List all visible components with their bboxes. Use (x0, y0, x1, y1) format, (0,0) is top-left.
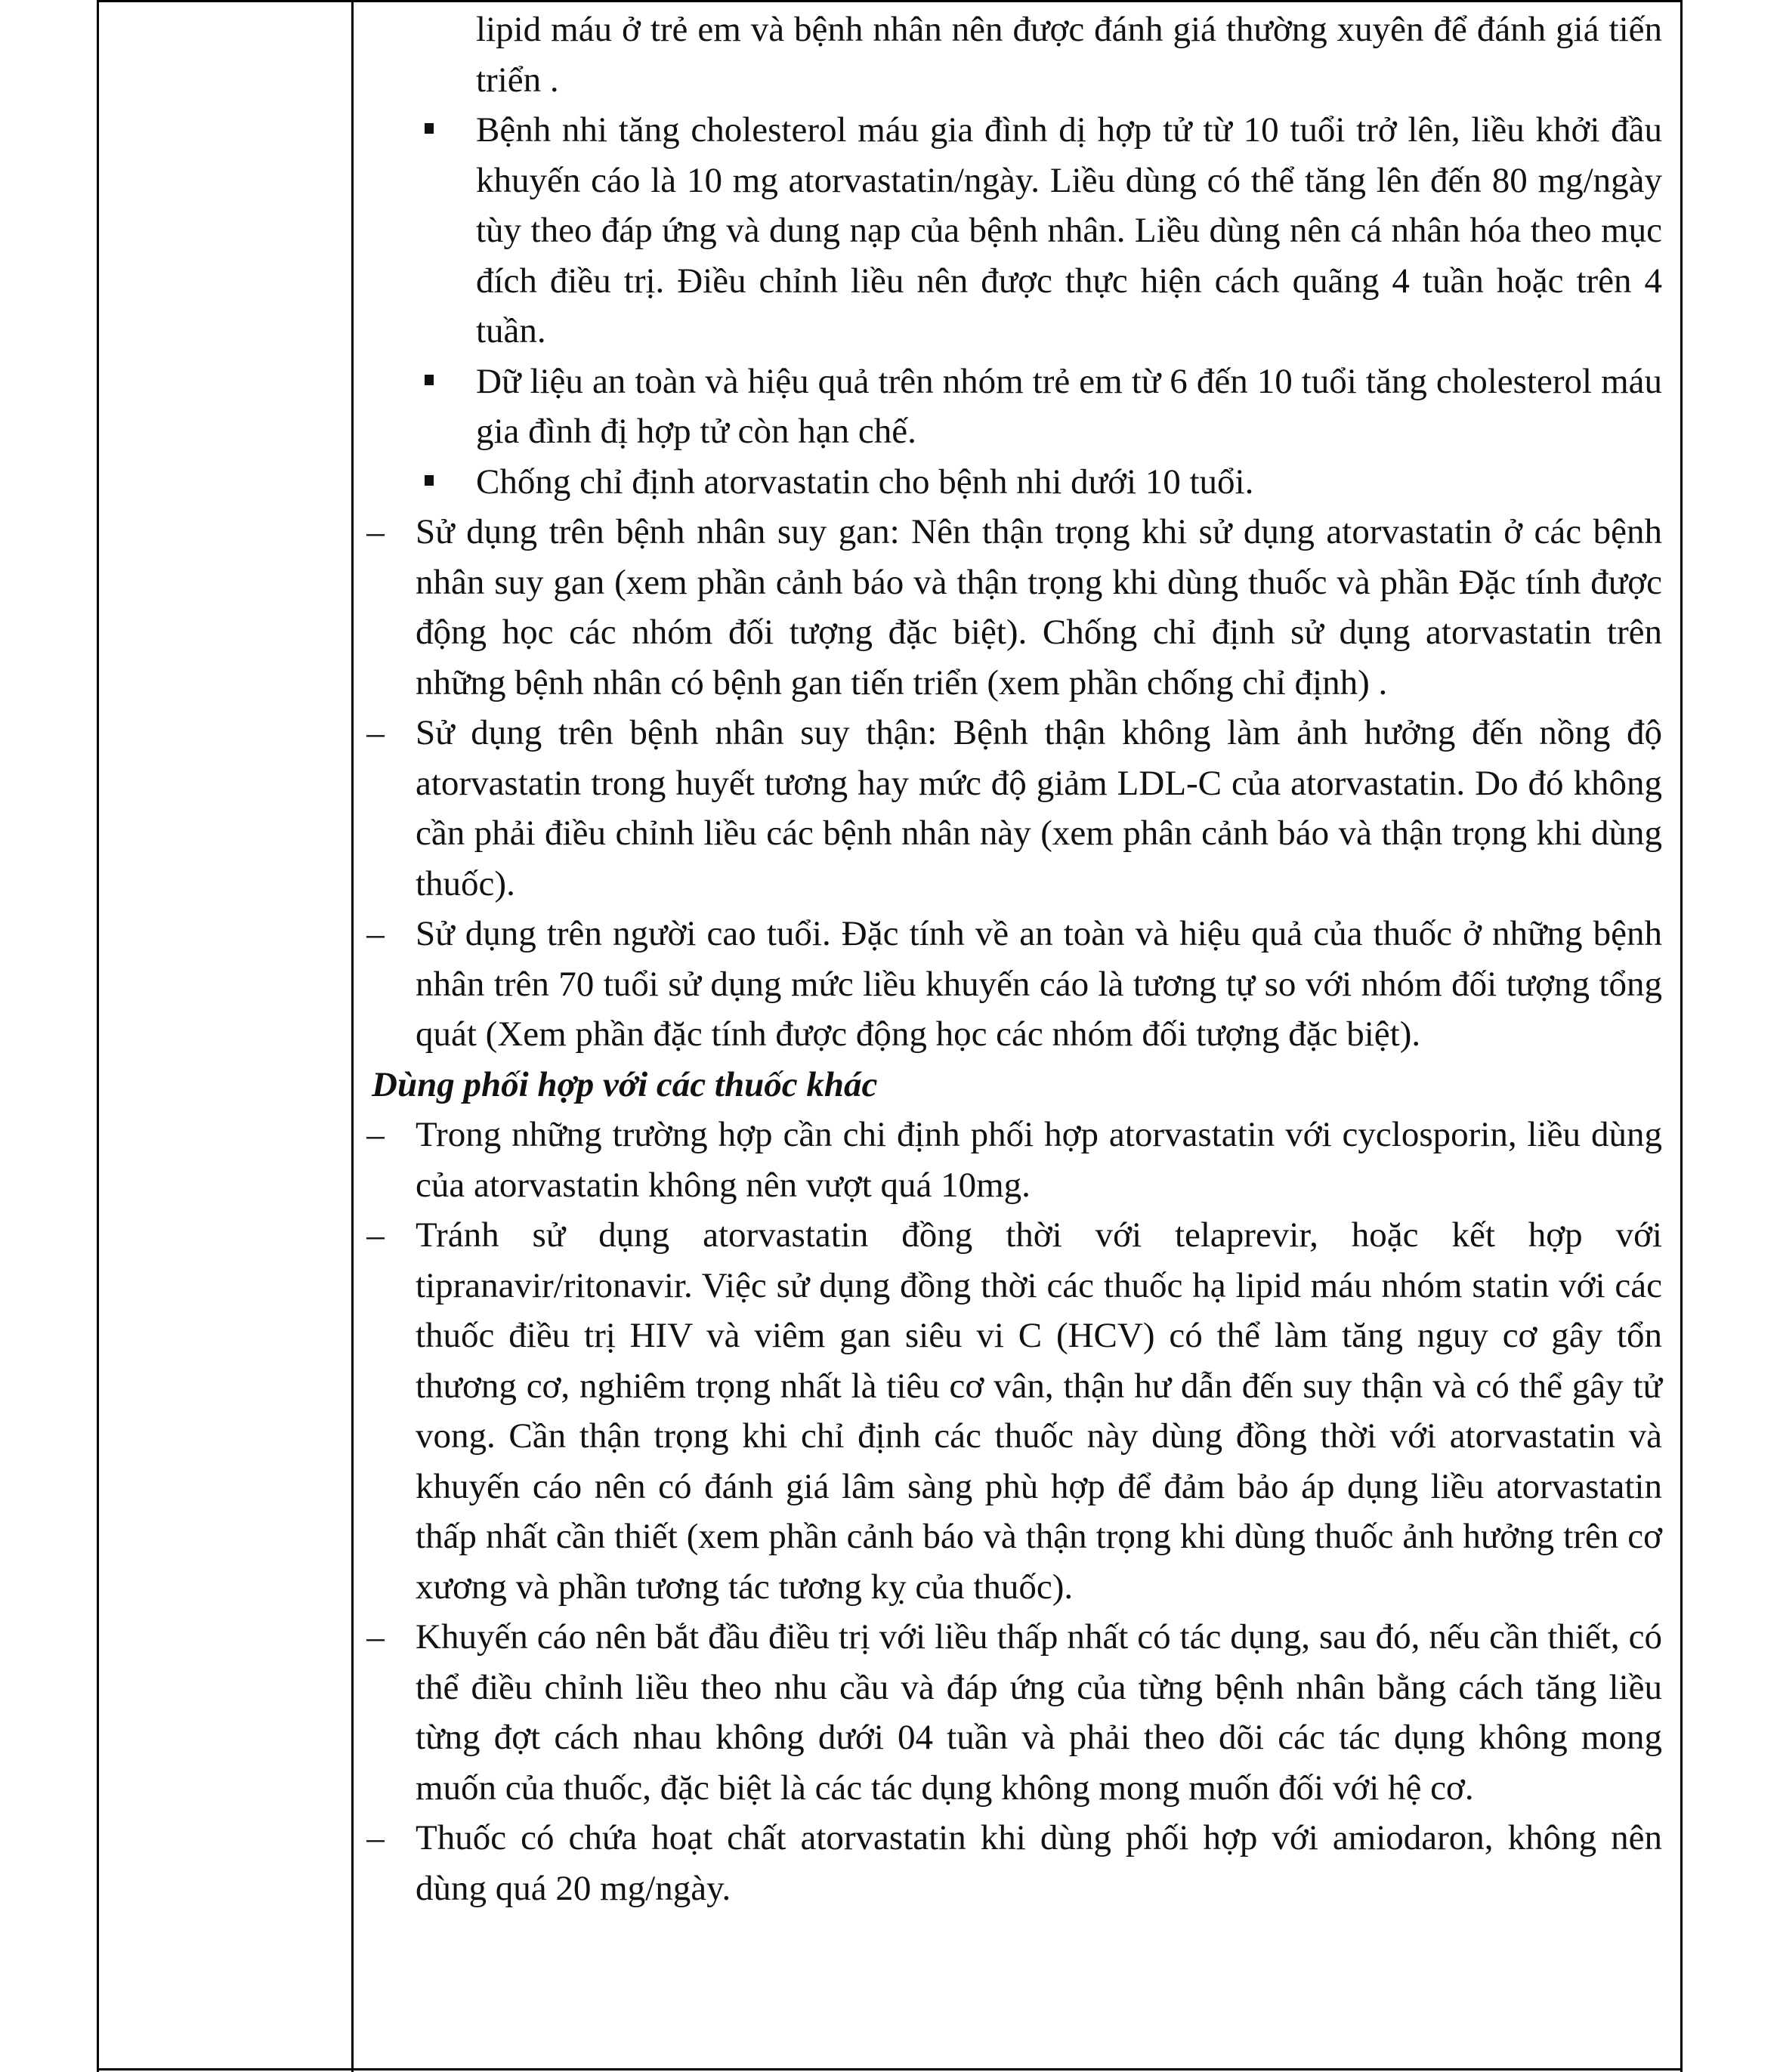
dash-text: Sử dụng trên bệnh nhân suy thận: Bệnh thận không làm ảnh hưởng đến nồng độ atorvastatin trong huyết tương hay mức độ giảm LDL-C của atorvastatin. Do đó không cần phải điều chỉnh liều các bệnh nhân này (xem phân cảnh báo và thận trọng khi dùng thuốc). (416, 713, 1662, 903)
dash-item (366, 1813, 1662, 1913)
dash-marker: – (366, 1818, 385, 1857)
bullet-item (369, 105, 1662, 357)
dash-item (366, 708, 1662, 909)
dash-text: Khuyến cáo nên bắt đầu điều trị với liều thấp nhất có tác dụng, sau đó, nếu cần thiết, có thể điều chỉnh liều theo nhu cầu và đáp ứng của từng bệnh nhân bằng cách tăng liều từng đợt cách nhau không dưới 04 tuần và phải theo dõi các tác dụng không mong muốn của thuốc, đặc biệt là các tác dụng không mong muốn đối với hệ cơ. (416, 1617, 1662, 1808)
dash-text: Trong những trường hợp cần chi định phối hợp atorvastatin với cyclosporin, liều dùng của atorvastatin không nên vượt quá 10mg. (416, 1115, 1662, 1205)
section-heading: Dùng phối hợp với các thuốc khác (372, 1064, 878, 1104)
dash-text: Sử dụng trên bệnh nhân suy gan: Nên thận trọng khi sử dụng atorvastatin ở các bệnh nhân suy gan (xem phần cảnh báo và thận trọng khi dùng thuốc và phần Đặc tính được động học các nhóm đối tượng đặc biệt). Chống chỉ định sử dụng atorvastatin trên những bệnh nhân có bệnh gan tiến triển (xem phần chống chỉ định) . (416, 512, 1662, 703)
bullet-text: Bệnh nhi tăng cholesterol máu gia đình dị hợp tử từ 10 tuổi trở lên, liều khởi đầu khuyến cáo là 10 mg atorvastatin/ngày. Liều dùng có thể tăng lên đến 80 mg/ngày tùy theo đáp ứng và dung nạp của bệnh nhân. Liều dùng nên cá nhân hóa theo mục đích điều trị. Điều chỉnh liều nên được thực hiện cách quãng 4 tuần hoặc trên 4 tuần. (476, 110, 1662, 350)
dash-marker: – (366, 1115, 385, 1154)
table-border-right (1680, 0, 1683, 2072)
dash-item (366, 1612, 1662, 1813)
dash-item (366, 507, 1662, 708)
bullet-item (369, 457, 1662, 508)
dash-item (366, 1110, 1662, 1210)
square-bullet-icon (425, 475, 434, 486)
table-border-top (97, 0, 1683, 2)
continuation-paragraph: lipid máu ở trẻ em và bệnh nhân nên được đánh giá thường xuyên để đánh giá tiến triển . (476, 10, 1662, 100)
table-cell-content (366, 5, 1662, 1913)
dash-marker: – (366, 512, 385, 551)
dash-marker: – (366, 1617, 385, 1657)
dash-marker: – (366, 1215, 385, 1255)
dash-marker: – (366, 713, 385, 752)
bullet-item (369, 357, 1662, 457)
bullet-text: Chống chỉ định atorvastatin cho bệnh nhi dưới 10 tuổi. (476, 462, 1254, 502)
table-border-left (97, 0, 99, 2072)
square-bullet-icon (425, 123, 434, 134)
table-border-bottom (97, 2068, 1683, 2070)
dash-marker: – (366, 914, 385, 953)
dash-item (366, 909, 1662, 1060)
bullet-text: Dữ liệu an toàn và hiệu quả trên nhóm trẻ em từ 6 đến 10 tuổi tăng cholesterol máu gia đình đị hợp tử còn hạn chế. (476, 361, 1662, 451)
dash-item (366, 1210, 1662, 1612)
dash-text: Thuốc có chứa hoạt chất atorvastatin khi dùng phối hợp với amiodaron, không nên dùng quá 20 mg/ngày. (416, 1818, 1662, 1908)
dash-text: Tránh sử dụng atorvastatin đồng thời với telaprevir, hoặc kết hợp với tipranavir/ritonavir. Việc sử dụng đồng thời các thuốc hạ lipid máu nhóm statin với các thuốc điều trị HIV và viêm gan siêu vi C (HCV) có thể làm tăng nguy cơ gây tổn thương cơ, nghiêm trọng nhất là tiêu cơ vân, thận hư dẫn đến suy thận và có thể gây tử vong. Cần thận trọng khi chỉ định các thuốc này dùng đồng thời với atorvastatin và khuyến cáo nên có đánh giá lâm sàng phù hợp để đảm bảo áp dụng liều atorvastatin thấp nhất cần thiết (xem phần cảnh báo và thận trọng khi dùng thuốc ảnh hưởng trên cơ xương và phần tương tác tương kỵ của thuốc). (416, 1215, 1662, 1607)
dash-text: Sử dụng trên người cao tuổi. Đặc tính về an toàn và hiệu quả của thuốc ở những bệnh nhân trên 70 tuổi sử dụng mức liều khuyến cáo là tương tự so với nhóm đối tượng tổng quát (Xem phần đặc tính được động học các nhóm đối tượng đặc biệt). (416, 914, 1662, 1054)
table-column-divider (351, 0, 354, 2072)
square-bullet-icon (425, 375, 434, 385)
